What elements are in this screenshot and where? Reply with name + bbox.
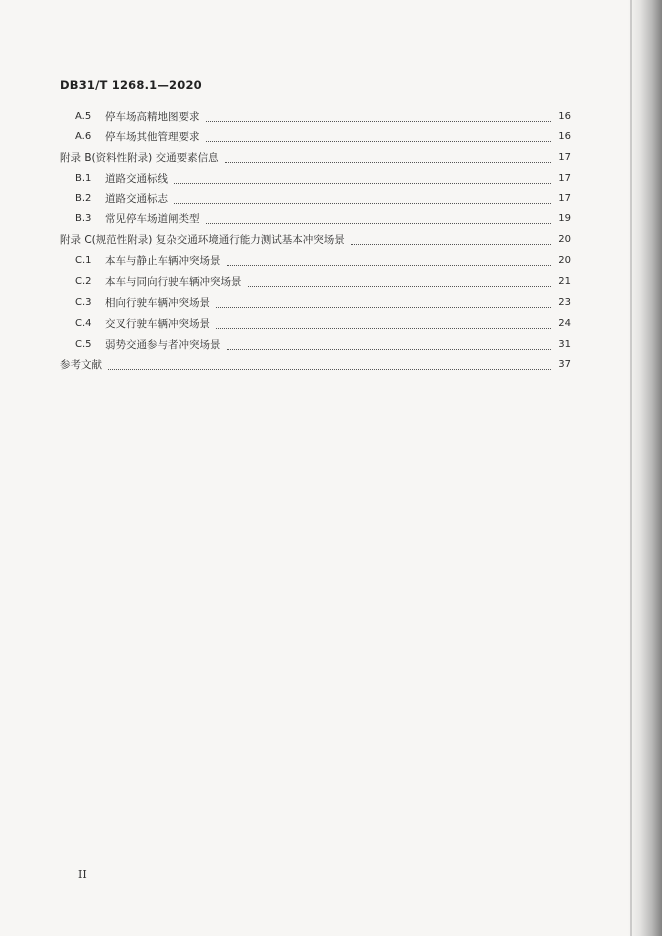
toc-entry-title: 交叉行驶车辆冲突场景 — [105, 318, 210, 330]
toc-leader-dots — [225, 162, 551, 163]
toc-entry-page: 23 — [558, 297, 571, 308]
toc-entry-b1[interactable] — [75, 170, 571, 188]
toc-leader-dots — [174, 183, 551, 184]
toc-entry-page: 19 — [558, 213, 571, 224]
toc-entry-title: 附录 B(资料性附录) 交通要素信息 — [60, 152, 219, 164]
toc-entry-page: 20 — [558, 234, 571, 245]
toc-leader-dots — [227, 265, 552, 266]
toc-entry-c1[interactable] — [75, 252, 571, 270]
toc-entry-title: 弱势交通参与者冲突场景 — [105, 339, 221, 351]
toc-entry-title: 相向行驶车辆冲突场景 — [105, 297, 210, 309]
toc-entry-code: A.5 — [75, 111, 92, 122]
toc-entry-title: 停车场其他管理要求 — [105, 131, 200, 143]
toc-entry-title: 参考文献 — [60, 359, 102, 371]
page-number: II — [78, 868, 87, 881]
toc-entry-code: B.3 — [75, 213, 92, 224]
toc-entry-code: B.1 — [75, 173, 92, 184]
toc-entry-appendix-c[interactable] — [60, 231, 571, 249]
toc-leader-dots — [216, 307, 551, 308]
toc-entry-title: 本车与同向行驶车辆冲突场景 — [105, 276, 242, 288]
toc-entry-page: 20 — [558, 255, 571, 266]
toc-entry-references[interactable] — [60, 356, 571, 374]
toc-leader-dots — [206, 141, 552, 142]
toc-entry-page: 16 — [558, 111, 571, 122]
scan-edge-shadow — [628, 0, 662, 936]
toc-leader-dots — [248, 286, 552, 287]
toc-entry-code: C.1 — [75, 255, 92, 266]
toc-entry-code: C.2 — [75, 276, 92, 287]
toc-leader-dots — [227, 349, 552, 350]
toc-entry-title: 道路交通标志 — [105, 193, 168, 205]
toc-leader-dots — [108, 369, 551, 370]
toc-entry-appendix-b[interactable] — [60, 149, 571, 167]
toc-entry-code: C.5 — [75, 339, 92, 350]
toc-entry-page: 17 — [558, 193, 571, 204]
toc-entry-b3[interactable] — [75, 210, 571, 228]
toc-entry-a5[interactable] — [75, 108, 571, 126]
toc-entry-code: A.6 — [75, 131, 92, 142]
toc-leader-dots — [174, 203, 551, 204]
toc-entry-page: 16 — [558, 131, 571, 142]
toc-entry-page: 21 — [558, 276, 571, 287]
toc-entry-a6[interactable] — [75, 128, 571, 146]
toc-leader-dots — [351, 244, 551, 245]
toc-entry-title: 停车场高精地图要求 — [105, 111, 200, 123]
toc-entry-title: 本车与静止车辆冲突场景 — [105, 255, 221, 267]
toc-entry-title: 道路交通标线 — [105, 173, 168, 185]
toc-entry-page: 17 — [558, 173, 571, 184]
toc-entry-title: 常见停车场道闸类型 — [105, 213, 200, 225]
toc-entry-title: 附录 C(规范性附录) 复杂交通环境通行能力测试基本冲突场景 — [60, 234, 345, 246]
toc-entry-c2[interactable] — [75, 273, 571, 291]
toc-entry-c3[interactable] — [75, 294, 571, 312]
toc-entry-c4[interactable] — [75, 315, 571, 333]
toc-entry-page: 31 — [558, 339, 571, 350]
toc-entry-c5[interactable] — [75, 336, 571, 354]
toc-entry-code: B.2 — [75, 193, 92, 204]
toc-entry-b2[interactable] — [75, 190, 571, 208]
standard-number-header: DB31/T 1268.1—2020 — [60, 78, 202, 92]
toc-entry-page: 24 — [558, 318, 571, 329]
toc-leader-dots — [206, 223, 552, 224]
toc-leader-dots — [206, 121, 552, 122]
toc-leader-dots — [216, 328, 551, 329]
toc-entry-code: C.3 — [75, 297, 92, 308]
toc-entry-code: C.4 — [75, 318, 92, 329]
toc-entry-page: 37 — [558, 359, 571, 370]
toc-entry-page: 17 — [558, 152, 571, 163]
